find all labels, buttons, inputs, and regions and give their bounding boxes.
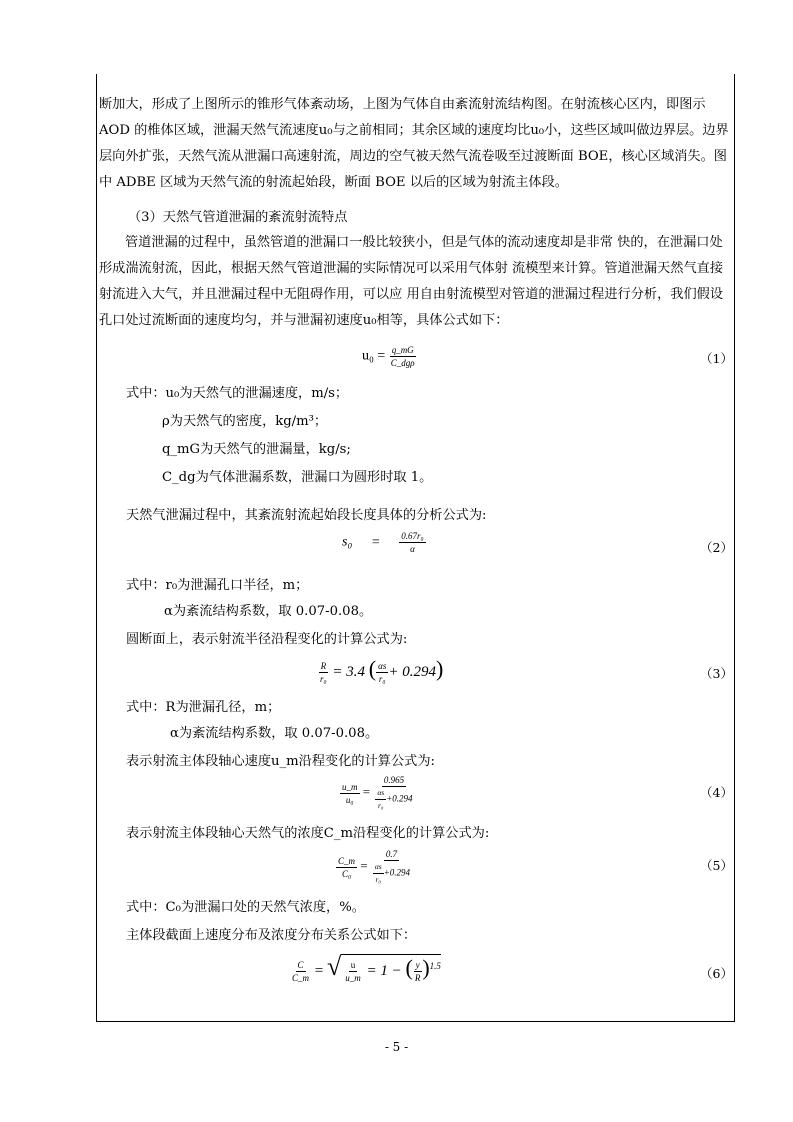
where-1-d: C_dg为气体泄漏系数，泄漏口为圆形时取 1。: [162, 470, 433, 485]
paragraph-3: 天然气泄漏过程中，其紊流射流起始段长度具体的分析公式为:: [126, 508, 487, 523]
page-number: - 5 -: [384, 1040, 409, 1054]
paragraph-4: 圆断面上，表示射流半径沿程变化的计算公式为:: [126, 632, 408, 647]
where-2-b: α为紊流结构系数，取 0.07-0.08。: [164, 604, 373, 619]
equation-6: $\frac{C}{C\_m}$ = √ $\frac{u}{u\_m}$ = 1 − ( $\frac{y}{R}$ )$^{1.5}$: [292, 952, 441, 984]
equation-6-number: （6）: [700, 966, 733, 981]
equation-3: $\frac{R}{\text{r₀}}$ = 3.4 ( $\frac{\alpha s}{\text{r₀}}$ + 0.294): [320, 656, 444, 685]
where-5: 式中：C₀为泄漏口处的天然气浓度，%。: [126, 900, 365, 915]
paragraph-6: 表示射流主体段轴心天然气的浓度C_m沿程变化的计算公式为:: [126, 826, 490, 841]
equation-2: s₀ = $\frac{\text{0.67r₀}}{\alpha}$: [342, 531, 424, 554]
where-2-a: 式中：r₀为泄漏孔口半径，m；: [126, 578, 309, 593]
equation-3-number: （3）: [700, 666, 733, 681]
where-1-b: ρ为天然气的密度，kg/m³；: [162, 414, 328, 429]
equation-1: u₀ = $\frac{q\_mG}{\text{C\_dgρ}}$: [362, 345, 415, 368]
paragraph-5: 表示射流主体段轴心速度u_m沿程变化的计算公式为:: [126, 754, 435, 769]
equation-2-number: （2）: [700, 540, 733, 555]
where-1-c: q_mG为天然气的泄漏量，kg/s;: [162, 442, 351, 457]
where-3-b: α为紊流结构系数，取 0.07-0.08。: [170, 726, 379, 741]
equation-4: $\frac{u\_m}{\text{u₀}}$ = 0.965 $\frac{\alpha s}{\text{r₀}}$ +0.294: [342, 775, 413, 810]
section-heading: （3）天然气管道泄漏的紊流射流特点: [128, 210, 348, 225]
equation-1-number: （1）: [700, 351, 733, 366]
equation-4-number: （4）: [700, 785, 733, 800]
where-3-a: 式中：R为泄漏孔径，m；: [126, 700, 281, 715]
paragraph-2: 管道泄漏的过程中，虽然管道的泄漏口一般比较狭小，但是气体的流动速度却是非常 快的，在泄漏口处形成湍流射流，因此，根据天然气管道泄漏的实际情况可以采用气体射 流模型来计算。管道泄漏天然气直接射流进入大气，并且泄漏过程中无阻碍作用，可以应 用自由射流模型对管道的泄漏过程进行分析，我们假设孔口处过流断面的速度均匀，并与泄漏初速度u₀相等，具体公式如下：: [99, 235, 724, 328]
paragraph-1: 断加大，形成了上图所示的锥形气体紊动场，上图为气体自由紊流射流结构图。在射流核心区内，即图示 AOD 的椎体区域，泄漏天然气流速度u₀与之前相同；其余区域的速度均比u₀小，这些区域叫做边界层。边界层向外扩张，天然气流从泄漏口高速射流，周边的空气被天然气流卷吸至过渡断面 BOE，核心区域消失。图中 ADBE 区域为天然气流的射流起始段，断面 BOE 以后的区域为射流主体段。: [99, 97, 729, 190]
where-1-a: 式中：u₀为天然气的泄漏速度，m/s；: [126, 386, 349, 401]
equation-5-number: （5）: [700, 858, 733, 873]
equation-5: $\frac{C\_m}{\text{C₀}}$ = 0.7 $\frac{\alpha s}{\text{r₀}}$ +0.294: [338, 849, 411, 884]
paragraph-7: 主体段截面上速度分布及浓度分布关系公式如下：: [126, 928, 417, 943]
